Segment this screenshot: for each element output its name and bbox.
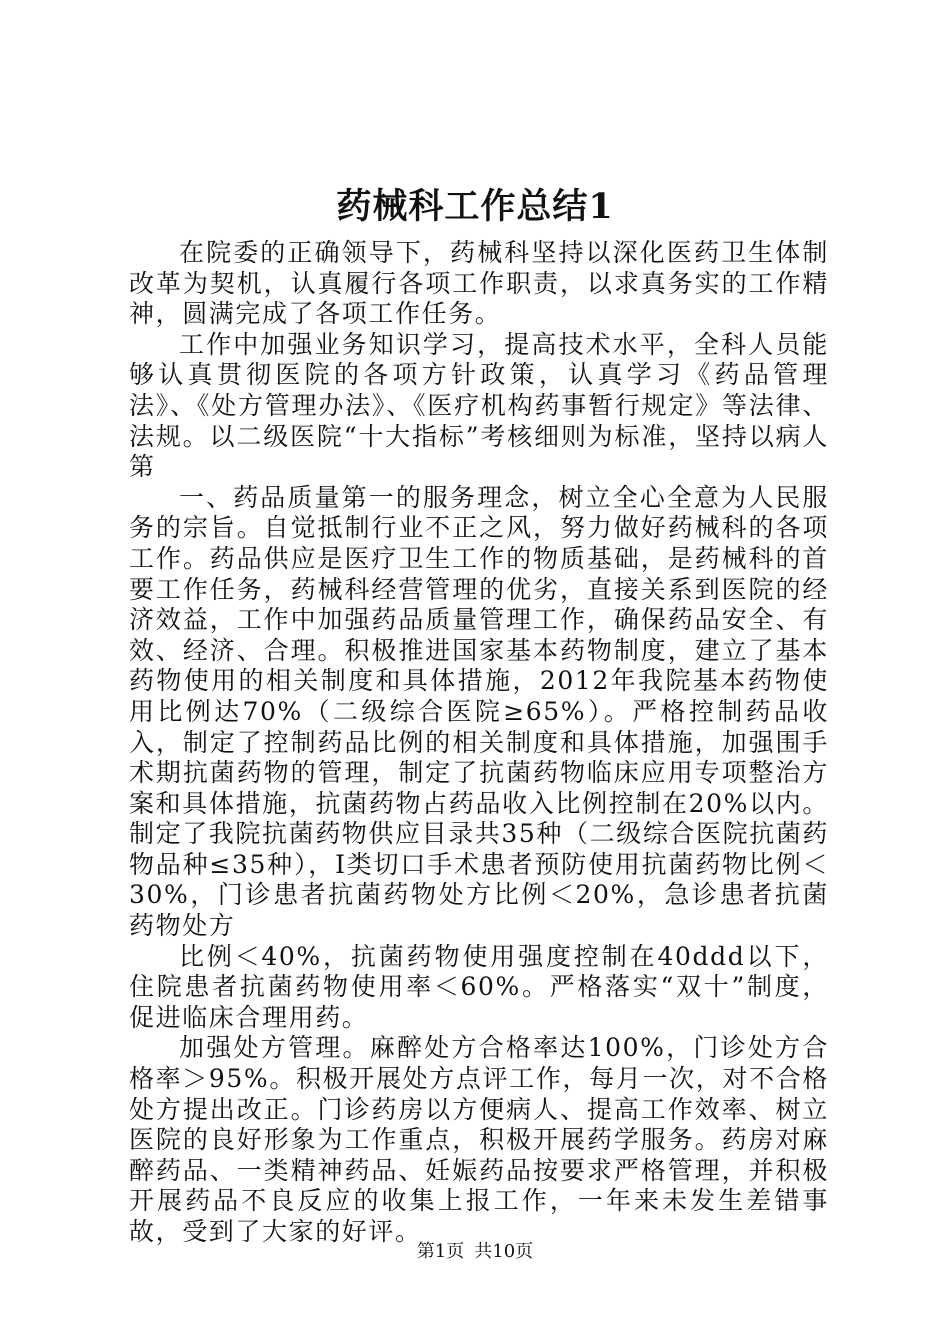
paragraph: 工作中加强业务知识学习，提高技术水平，全科人员能够认真贯彻医院的各项方针政策，认真学习《药品管理法》、《处方管理办法》、《医疗机构药事暂行规定》等法律、法规。以二级医院“十大指标”考核细则为标准，坚持以病人第 [129,329,829,482]
page-number: 第1页 [416,1241,465,1262]
paragraph: 加强处方管理。麻醉处方合格率达100%，门诊处方合格率＞95%。积极开展处方点评工作，每月一次，对不合格处方提出改正。门诊药房以方便病人、提高工作效率、树立医院的良好形象为工作重点，积极开展药学服务。药房对麻醉药品、一类精神药品、妊娠药品按要求严格管理，并积极开展药品不良反应的收集上报工作，一年来未发生差错事故，受到了大家的好评。 [129,1033,829,1246]
document-body [129,238,829,1248]
paragraph: 在院委的正确领导下，药械科坚持以深化医药卫生体制改革为契机，认真履行各项工作职责，以求真务实的工作精神，圆满完成了各项工作任务。 [129,238,829,329]
paragraph: 一、药品质量第一的服务理念，树立全心全意为人民服务的宗旨。自觉抵制行业不正之风，努力做好药械科的各项工作。药品供应是医疗卫生工作的物质基础，是药械科的首要工作任务，药械科经营管理的优劣，直接关系到医院的经济效益，工作中加强药品质量管理工作，确保药品安全、有效、经济、合理。积极推进国家基本药物制度，建立了基本药物使用的相关制度和具体措施，2012年我院基本药物使用比例达70%（二级综合医院≥65%）。严格控制药品收入，制定了控制药品比例的相关制度和具体措施，加强围手术期抗菌药物的管理，制定了抗菌药物临床应用专项整治方案和具体措施，抗菌药物占药品收入比例控制在20%以内。制定了我院抗菌药物供应目录共35种（二级综合医院抗菌药物品种≤35种），Ⅰ类切口手术患者预防使用抗菌药物比例＜30%，门诊患者抗菌药物处方比例＜20%，急诊患者抗菌药物处方 [129,482,830,941]
page-footer [0,1239,950,1265]
page-total: 共10页 [474,1241,534,1262]
paragraph: 比例＜40%，抗菌药物使用强度控制在40ddd以下，住院患者抗菌药物使用率＜60%。严格落实“双十”制度，促进临床合理用药。 [129,941,829,1032]
document-title: 药械科工作总结1 [336,186,614,227]
